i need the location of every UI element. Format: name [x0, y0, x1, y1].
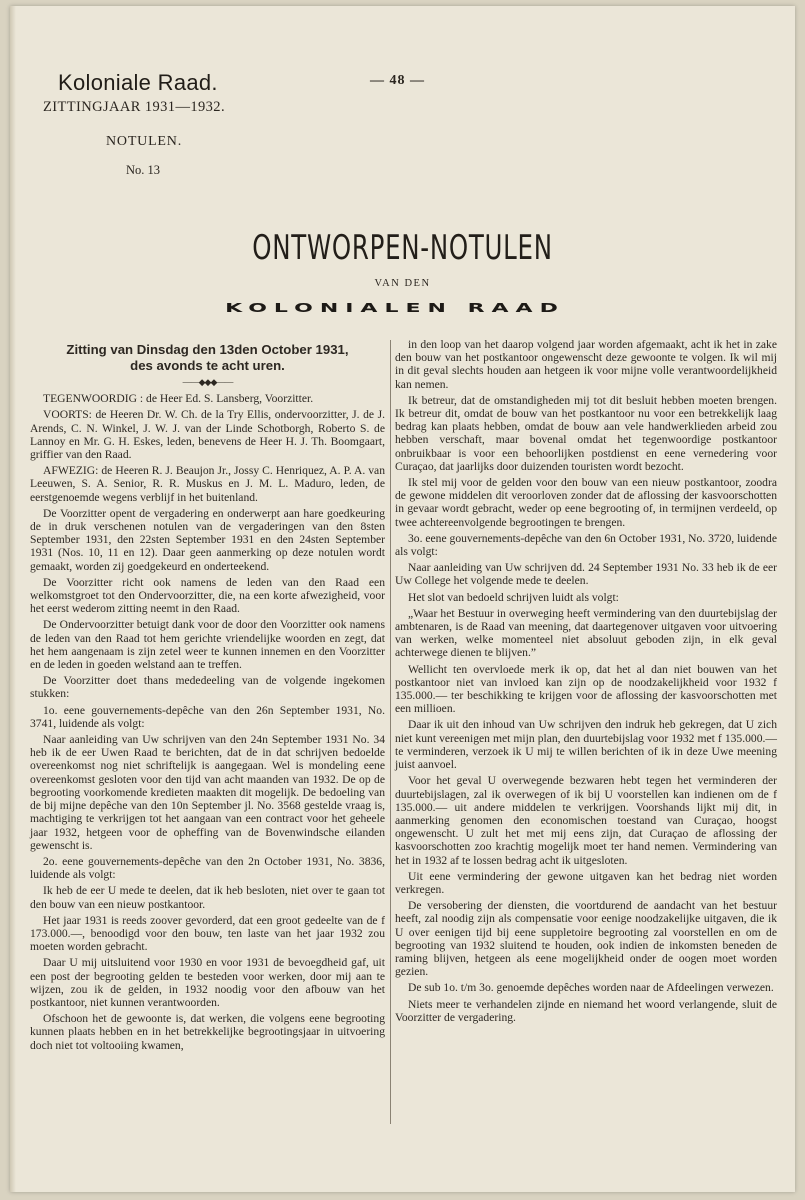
paragraph: 2o. eene gouvernements-depêche van den 2n October 1931, No. 3836, luidende als volgt: [30, 854, 385, 882]
main-title: ONTWORPEN-NOTULEN [252, 228, 553, 268]
paragraph: De Voorzitter richt ook namens de leden van den Raad een welkomstgroet tot den Ondervoorzitter, die, na een korte afwezigheid, voor het eerst wederom zitting neemt in den Raad. [30, 575, 385, 616]
session-heading-line1: Zitting van Dinsdag den 13den October 1931, [66, 342, 349, 357]
paragraph: 1o. eene gouvernements-depêche van den 26n September 1931, No. 3741, luidende als volgt: [30, 703, 385, 730]
paragraph: „Waar het Bestuur in overweging heeft vermindering van den duurtebijslag der ambtenaren, is de Raad van meening, dat daartegenover uitgaven voor uitvoering van werken, welke momenteel niet absoluut geboden zijn, in elk geval achterwege dienen te blijven.” [395, 606, 777, 660]
paragraph: De sub 1o. t/m 3o. genoemde depêches worden naar de Afdeelingen verwezen. [408, 981, 774, 995]
paragraph: Ik stel mij voor de gelden voor den bouw van een nieuw postkantoor, zoodra de gewone middelen dit veroorloven zonder dat de aflossing der kasvoorschotten in gevaar wordt gebracht, weder op eene begrooting of, in termijnen verdeeld, op twee achtereenvolgende begrootingen te brengen. [395, 476, 777, 529]
paragraph: Uit eene vermindering der gewone uitgaven kan het bedrag niet worden verkregen. [395, 869, 777, 896]
ornament-divider: ——◆◆◆—— [182, 377, 233, 387]
paragraph: Daar U mij uitsluitend voor 1930 en voor 1931 de bevoegdheid gaf, uit een post der begrooting gelden te besteden voor werken, door mij aan te wijzen, zou ik de gelden, in 1932 noodig voor den afbouw van het postkantoor, niet kunnen verantwoorden. [30, 956, 385, 1009]
van-den-label: VAN DEN [374, 278, 431, 289]
paragraph: Daar ik uit den inhoud van Uw schrijven den indruk heb gekregen, dat U zich niet kunt vereenigen met mijn plan, den duurtebijslag voor 1932 met f 135.000.— te verminderen, verzoek ik U mij te willen berichten of ik in deze Uwe meening juist aanvoel. [395, 718, 777, 772]
paragraph: De Voorzitter opent de vergadering en onderwerpt aan hare goedkeuring de in druk verschenen notulen van de vergaderingen van den 8sten September 1931, den 22sten September 1931 en den 24sten September 1931 (Nos. 10, 11 en 12). Daar geen aanmerking op deze notulen wordt gemaakt, worden zij goedgekeurd en onderteekend. [30, 506, 385, 573]
body-name-text: KOLONIALEN RAAD [225, 301, 565, 315]
page-edge-shadow [10, 6, 16, 1192]
body-name-banner [156, 297, 634, 319]
session-heading-line2: des avonds te acht uren. [130, 358, 285, 373]
paragraph: Naar aanleiding van Uw schrijven dd. 24 September 1931 No. 33 heb ik de eer Uw College het volgende mede te deelen. [395, 561, 777, 588]
paragraph: Voor het geval U overwegende bezwaren hebt tegen het verminderen der duurtebijslagen, zal ik overwegen of ik bij U voorstellen kan indienen om de f 135.000.— uit andere middelen te verkrijgen. Voorshands lijkt mij dit, in aanmerking genomen den economischen toestand van Curaçao, hoogst ongewenscht. U zult het met mij eens zijn, dat Curaçao de aflossing der kasvoorschotten zoo krachtig mogelijk moet ter hand nemen. Vermindering van het in 1932 af te lossen bedrag acht ik uitgesloten. [395, 774, 777, 867]
paragraph: Ik betreur, dat de omstandigheden mij tot dit besluit hebben moeten brengen. Ik betreur dit, omdat de bouw van het postkantoor nu voor een betrekkelijk laag bedrag kan plaats hebben, omdat de bouw aan vele handwerklieden arbeid zou hebben verschaft, maar bovenal omdat het tegenwoordige postkantoor onbruikbaar is voor een behoorlijken postdienst en eene vernedering voor Curaçao, dat jaarlijks door duizenden touristen wordt bezocht. [395, 393, 777, 473]
page-number: — 48 — [370, 73, 425, 88]
paragraph: Het jaar 1931 is reeds zoover gevorderd, dat een groot gedeelte van de f 173.000.—, benoodigd voor den bouw, ten laste van het jaar 1932 zou moeten worden gebracht. [30, 913, 385, 954]
column-divider [390, 340, 391, 1124]
paragraph: AFWEZIG: de Heeren R. J. Beaujon Jr., Jossy C. Henriquez, A. P. A. van Leeuwen, S. A. Senior, R. R. Muskus en J. M. L. Maduro, leden, de eerstgenoemde wegens verblijf in het buitenland. [30, 464, 385, 504]
right-column [395, 338, 777, 1027]
paragraph: De Voorzitter doet thans mededeeling van de volgende ingekomen stukken: [30, 674, 385, 701]
paragraph: Ofschoon het de gewoonte is, dat werken, die volgens eene begrooting kunnen plaats hebben en in het betrekkelijke begrootingsjaar in uitvoering doch niet tot voltooiing kwamen, [30, 1012, 385, 1052]
paragraph: Wellicht ten overvloede merk ik op, dat het al dan niet bouwen van het postkantoor niet van invloed kan zijn op de noodzakelijkheid voor 1932 f 135.000.— ter beschikking te krijgen voor de aflossing der kasvoorschotten met een millioen. [395, 662, 777, 716]
newspaper-title: Koloniale Raad. [58, 70, 218, 95]
paragraph: De Ondervoorzitter betuigt dank voor de door den Voorzitter ook namens de leden van den Raad tot hem gerichte vriendelijke woorden en zegt, dat het hem aangenaam is zijn zetel weer te kunnen innemen en den Voorzitter en de leden in goeden welstand aan te treffen. [30, 618, 385, 672]
session-year: ZITTINGJAAR 1931—1932. [43, 99, 225, 115]
notulen-label: NOTULEN. [106, 134, 182, 149]
paragraph: Ik heb de eer U mede te deelen, dat ik heb besloten, niet over te gaan tot den bouw van een nieuw postkantoor. [30, 884, 385, 911]
paragraph: Het slot van bedoeld schrijven luidt als volgt: [408, 590, 619, 604]
paragraph: TEGENWOORDIG : de Heer Ed. S. Lansberg, Voorzitter. [43, 392, 314, 406]
right-paragraphs [395, 338, 777, 1024]
paragraph: in den loop van het daarop volgend jaar worden afgemaakt, acht ik het in zake den bouw van het postkantoor ongewenscht deze gewoonte te volgen. Ik wil mij in dit geval slechts houden aan hetgeen ik voor mijne volle verantwoordelijkheid kan nemen. [395, 338, 777, 391]
paragraph: Niets meer te verhandelen zijnde en niemand het woord verlangende, sluit de Voorzitter de vergadering. [395, 997, 777, 1024]
paragraph: Naar aanleiding van Uw schrijven van den 24n September 1931 No. 34 heb ik de eer Uwen Raad te berichten, dat de in dat schrijven bedoelde overeenkomst nog niet schriftelijk is aangegaan. Wel is mondeling eene overeenkomst gesloten voor den tijd van acht maanden van 1932. De op de begrooting voorkomende kredieten maakten dit mogelijk. De bedoeling van de bij mijne depêche van den 10n September jl. No. 3568 gestelde vraag is, machtiging te verkrijgen tot het aangaan van een contract voor het geheele jaar 1932, hetgeen voor de opheffing van de Bovenwindsche eilanden gewenscht is. [30, 733, 385, 852]
paragraph: VOORTS: de Heeren Dr. W. Ch. de la Try Ellis, ondervoorzitter, J. de J. Arends, C. N. Winkel, J. W. J. van der Linde Schotborgh, Roberto S. de Lannoy en Mr. G. H. Eskes, leden, benevens de Heer H. J. Th. Boomgaart, griffier van den Raad. [30, 408, 385, 462]
left-column [30, 338, 385, 1055]
left-paragraphs [30, 392, 385, 1052]
paragraph: 3o. eene gouvernements-depêche van den 6n October 1931, No. 3720, luidende als volgt: [395, 531, 777, 559]
issue-number: No. 13 [126, 163, 161, 177]
paragraph: De versobering der diensten, die voortdurend de aandacht van het bestuur heeft, zal noodig zijn als compensatie voor eenige noodzakelijke uitgaven, die ik U over eenigen tijd bij eene suppletoire begrooting zal voorstellen en om de begrooting van 1932 sluitend te houden, ook indien de inkomsten beneden de raming blijven, hetgeen als eene mogelijkheid onder de oogen moet worden gezien. [395, 899, 777, 979]
session-heading [30, 342, 385, 374]
document-page [10, 6, 795, 1192]
